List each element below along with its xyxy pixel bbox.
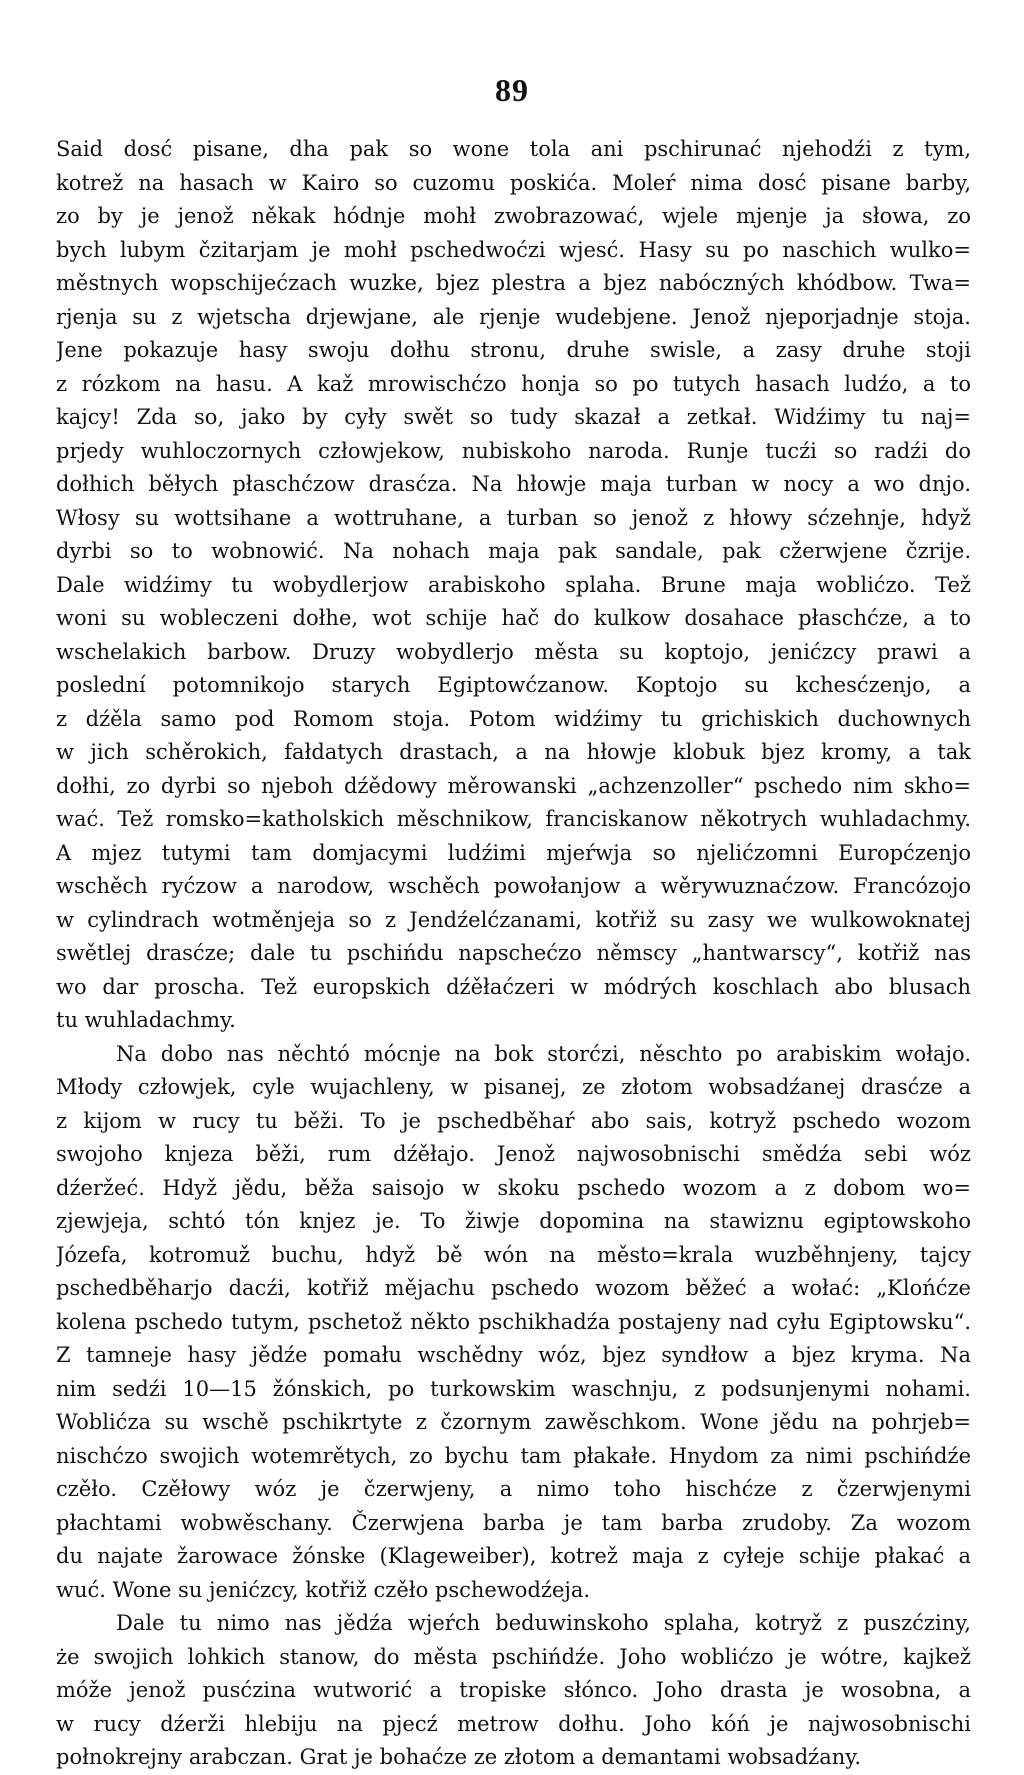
- text-line: poslední potomnikojo starych Egiptowćzanow. Koptojo su kchesćzenjo, a: [56, 673, 971, 697]
- text-line: móže jenož pusćzina wutworić a tropiske słónco. Joho drasta je wosobna, a: [56, 1678, 971, 1702]
- text-line: Said dosć pisane, dha pak so wone tola ani pschirunać njehodźi z tym,: [56, 137, 971, 161]
- body-text: [56, 133, 971, 1775]
- page-number: 89: [495, 72, 529, 108]
- paragraph: [56, 1038, 971, 1608]
- text-line: w rucy dźerži hlebiju na pjecź metrow dołhu. Joho kóń je najwosobnischi: [56, 1711, 971, 1736]
- text-line: swojoho knjeza běži, rum dźěłajo. Jenož najwosobnischi smědźa sebi wóz: [56, 1142, 971, 1166]
- text-line: woni su wobleczeni dołhe, wot schije hač do kulkow dosahace płaschćze, a to: [56, 606, 971, 630]
- text-line: tu wuhladachmy.: [56, 1008, 236, 1032]
- text-line: że swojich lohkich stanow, do města pschińdźe. Joho woblićzo je wótre, kajkež: [56, 1644, 971, 1669]
- paragraph: [56, 1607, 971, 1775]
- text-line: kajcy! Zda so, jako by cyły swět so tudy skazał a zetkał. Widźimy tu naj=: [56, 405, 971, 429]
- text-line: wuć. Wone su jenićzcy, kotřiž czěło pschewodźeja.: [56, 1577, 591, 1602]
- text-line: swětlej drasćze; dale tu pschińdu napschećzo němscy „hantwarscy“, kotřiž nas: [56, 941, 971, 965]
- text-line: Włosy su wottsihane a wottruhane, a turban so jenož z hłowy sćzehnje, hdyž: [56, 505, 971, 530]
- text-line: kotrež na hasach w Kairo so cuzomu poskića. Moleŕ nima dosć pisane barby,: [56, 170, 971, 195]
- text-line: pschedběharjo dacźi, kotřiž mějachu pschedo wozom běžeć a wołać: „Klońćze: [56, 1276, 971, 1300]
- text-line: dźeržeć. Hdyž jědu, běža saisojo w skoku pschedo wozom a z dobom wo=: [56, 1175, 971, 1200]
- text-line: Z tamneje hasy jědźe pomału wschědny wóz, bjez syndłow a bjez kryma. Na: [56, 1343, 971, 1367]
- text-line: wać. Tež romsko=katholskich měschnikow, franciskanow někotrych wuhladachmy.: [56, 807, 971, 831]
- text-line: du najate žarowace žónske (Klageweiber), kotrež maja z cyłeje schije płakać a: [56, 1544, 971, 1568]
- text-line: A mjez tutymi tam domjacymi ludźimi mjeŕwja so njelićzomni Europćzenjo: [56, 840, 971, 865]
- text-line: kolena pschedo tutym, pschetož někto pschikhadźa postajeny nad cyłu Egiptowsku“.: [56, 1309, 971, 1334]
- text-line: Jene pokazuje hasy swoju dołhu stronu, druhe swisle, a zasy druhe stoji: [56, 338, 971, 362]
- text-line: z kijom w rucy tu běži. To je pschedběhaŕ abo sais, kotryž pschedo wozom: [56, 1108, 971, 1133]
- text-line: Józefa, kotromuž buchu, hdyž bě wón na město=krala wuzběhnjeny, tajcy: [56, 1242, 971, 1267]
- text-line: w jich schěrokich, fałdatych drastach, a na hłowje klobuk bjez kromy, a tak: [56, 740, 971, 764]
- paragraph: [56, 133, 971, 1038]
- text-line: wschelakich barbow. Druzy wobydlerjo města su koptojo, jenićzcy prawi a: [56, 639, 971, 664]
- text-line: bych lubym čzitarjam je mohł pschedwoćzi wjesć. Hasy su po naschich wulko=: [56, 237, 971, 262]
- text-line: z dźěla samo pod Romom stoja. Potom widźimy tu grichiskich duchownych: [56, 706, 971, 731]
- text-line: z rózkom na hasu. A kaž mrowischćzo honja so po tutych hasach ludźo, a to: [56, 371, 971, 396]
- text-line: dołhich běłych płaschćzow drasćza. Na hłowje maja turban w nocy a wo dnjo.: [56, 472, 971, 496]
- text-line: czěło. Czěłowy wóz je čzerwjeny, a nimo toho hischćze z čzerwjenymi: [56, 1477, 971, 1501]
- text-line: płachtami wobwěschany. Čzerwjena barba je tam barba zrudoby. Za wozom: [56, 1510, 971, 1535]
- text-line: zjewjeja, schtó tón knjez je. To žiwje dopomina na stawiznu egiptowskoho: [56, 1209, 971, 1233]
- text-line: nim sedźi 10—15 žónskich, po turkowskim waschnju, z podsunjenymi nohami.: [56, 1376, 971, 1401]
- text-line: městnych wopschijećzach wuzke, bjez plestra a bjez nabóczných khódbow. Twa=: [56, 271, 971, 295]
- text-line: zo by je jenož někak hódnje mohł zwobrazować, wjele mjenje ja słowa, zo: [56, 204, 971, 228]
- text-line: w cylindrach wotměnjeja so z Jendźelćzanami, kotřiž su zasy we wulkowoknatej: [56, 907, 971, 932]
- text-line: wo dar proscha. Tež europskich dźěłaćzeri w módrých koschlach abo blusach: [56, 974, 971, 999]
- text-line: dyrbi so to wobnowić. Na nohach maja pak sandale, pak cžerwjene čzrije.: [56, 539, 971, 563]
- text-line: Na dobo nas něchtó mócnje na bok storćzi, něschto po arabiskim wołajo.: [116, 1041, 971, 1066]
- text-line: nischćzo swojich wotemrětych, zo bychu tam płakałe. Hnydom za nimi pschińdźe: [56, 1443, 971, 1468]
- text-line: połnokrejny arabczan. Grat je bohaćze ze złotom a demantami wobsadźany.: [56, 1745, 861, 1769]
- text-line: prjedy wuhloczornych człowjekow, nubiskoho naroda. Runje tucźi so radźi do: [56, 438, 971, 463]
- text-line: Dale tu nimo nas jědźa wjeŕch beduwinskoho splaha, kotryž z puszćziny,: [116, 1611, 971, 1635]
- text-line: wschěch ryćzow a narodow, wschěch powołanjow a wěrywuznaćzow. Francózojo: [56, 874, 971, 898]
- text-line: Młody człowjek, cyle wujachleny, w pisanej, ze złotom wobsadźanej drasćze a: [56, 1075, 971, 1099]
- text-line: Dale widźimy tu wobydlerjow arabiskoho splaha. Brune maja woblićzo. Tež: [56, 572, 971, 597]
- text-line: dołhi, zo dyrbi so njeboh dźědowy měrowanski „achzenzoller“ pschedo nim skho=: [56, 773, 971, 798]
- text-line: rjenja su z wjetscha drjewjane, ale rjenje wudebjene. Jenož njeporjadnje stoja.: [56, 304, 971, 329]
- text-line: Woblićza su wschě pschikrtyte z čzornym zawěschkom. Wone jědu na pohrjeb=: [56, 1410, 971, 1434]
